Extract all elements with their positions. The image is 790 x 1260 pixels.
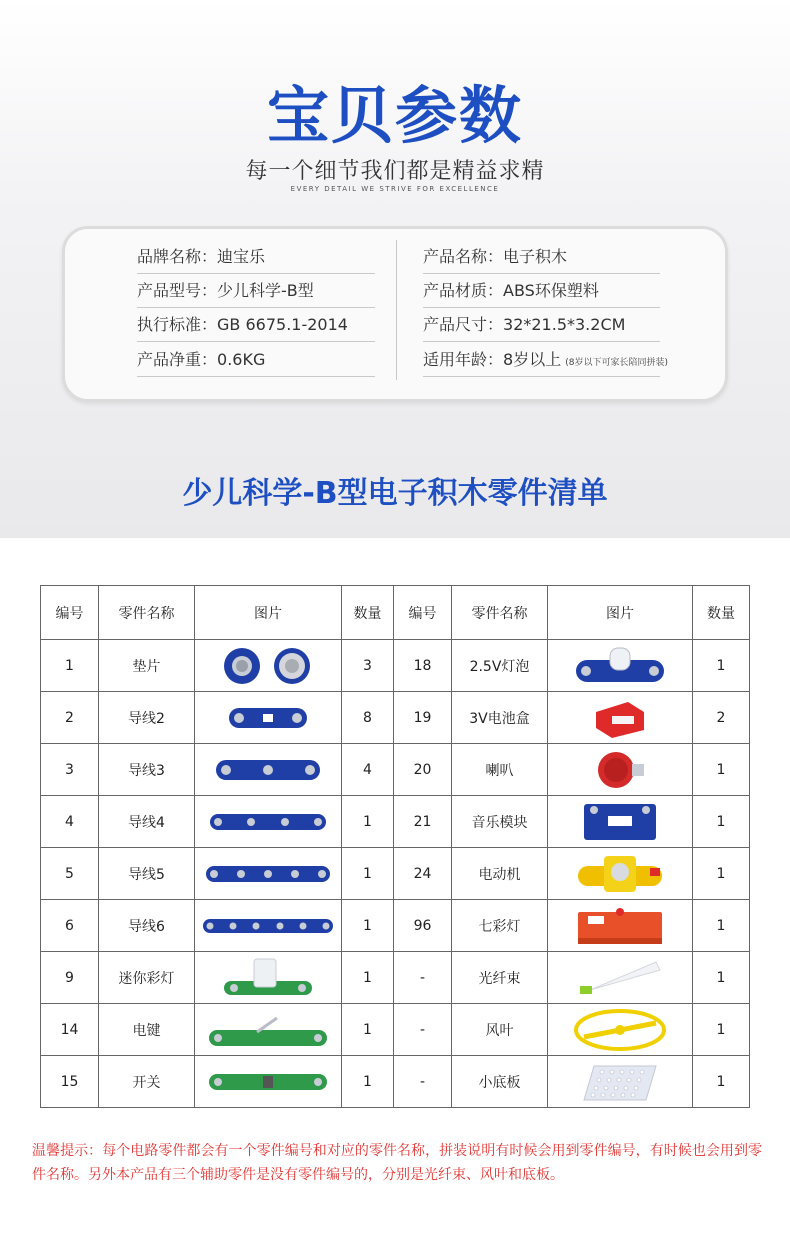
music-module-image	[548, 798, 692, 846]
param-brand	[137, 240, 375, 274]
part-number: 18	[394, 640, 452, 692]
part-quantity: 1	[693, 1056, 750, 1108]
param-value: 电子积木	[503, 247, 568, 266]
wire-2-image	[195, 694, 341, 742]
part-name: 导线5	[99, 848, 195, 900]
param-value: 迪宝乐	[217, 247, 266, 266]
table-row	[41, 640, 750, 692]
part-quantity: 1	[693, 1004, 750, 1056]
part-number: 24	[394, 848, 452, 900]
param-value: ABS环保塑料	[503, 281, 599, 300]
part-number: 96	[394, 900, 452, 952]
part-name: 电键	[99, 1004, 195, 1056]
table-row	[41, 952, 750, 1004]
mini-lamp-image	[195, 954, 341, 1002]
param-value: GB 6675.1-2014	[217, 315, 348, 334]
part-number: 6	[41, 900, 99, 952]
wire-6-image	[195, 902, 341, 950]
part-quantity: 3	[342, 640, 394, 692]
param-product-name	[423, 240, 660, 274]
part-quantity: 1	[693, 796, 750, 848]
part-quantity: 1	[342, 952, 394, 1004]
switch-image	[195, 1058, 341, 1106]
part-number: -	[394, 1004, 452, 1056]
header-part-name: 零件名称	[99, 586, 195, 640]
bulb-image	[548, 642, 692, 690]
base-plate-image	[548, 1058, 692, 1106]
header-picture: 图片	[195, 586, 342, 640]
param-standard	[137, 308, 375, 342]
speaker-image	[548, 746, 692, 794]
param-weight	[137, 343, 375, 377]
header-picture: 图片	[548, 586, 693, 640]
part-number: 14	[41, 1004, 99, 1056]
part-quantity: 1	[693, 848, 750, 900]
param-note: (8岁以下可家长陪同拼装)	[565, 358, 668, 368]
param-label: 执行标准：	[137, 315, 218, 334]
part-quantity: 1	[693, 640, 750, 692]
part-name: 七彩灯	[452, 900, 548, 952]
page-subtitle: 每一个细节我们都是精益求精	[245, 159, 545, 184]
fiber-bundle-image	[548, 954, 692, 1002]
part-name: 导线4	[99, 796, 195, 848]
part-number: -	[394, 1056, 452, 1108]
part-quantity: 1	[342, 848, 394, 900]
param-model	[137, 274, 375, 308]
part-number: 21	[394, 796, 452, 848]
part-name: 喇叭	[452, 744, 548, 796]
param-label: 品牌名称：	[137, 247, 218, 266]
part-name: 导线2	[99, 692, 195, 744]
part-number: -	[394, 952, 452, 1004]
param-label: 产品尺寸：	[423, 315, 504, 334]
page-title: 宝贝参数	[266, 79, 523, 152]
part-quantity: 1	[693, 900, 750, 952]
header-number: 编号	[394, 586, 452, 640]
param-material	[423, 274, 660, 308]
table-row	[41, 744, 750, 796]
spacer-image	[195, 642, 341, 690]
part-number: 9	[41, 952, 99, 1004]
part-name: 光纤束	[452, 952, 548, 1004]
table-row	[41, 900, 750, 952]
part-number: 20	[394, 744, 452, 796]
param-label: 产品型号：	[137, 281, 218, 300]
part-quantity: 1	[693, 952, 750, 1004]
header-quantity: 数量	[693, 586, 750, 640]
part-name: 迷你彩灯	[99, 952, 195, 1004]
part-quantity: 1	[342, 900, 394, 952]
part-name: 3V电池盒	[452, 692, 548, 744]
table-row	[41, 848, 750, 900]
param-value: 8岁以上	[503, 350, 562, 369]
parts-table	[40, 585, 750, 1108]
part-quantity: 1	[693, 744, 750, 796]
part-name: 2.5V灯泡	[452, 640, 548, 692]
param-label: 产品名称：	[423, 247, 504, 266]
rainbow-lamp-image	[548, 902, 692, 950]
part-number: 2	[41, 692, 99, 744]
param-size	[423, 308, 660, 342]
wire-5-image	[195, 850, 341, 898]
part-name: 音乐模块	[452, 796, 548, 848]
battery-box-image	[548, 694, 692, 742]
part-name: 导线3	[99, 744, 195, 796]
header-quantity: 数量	[342, 586, 394, 640]
table-row	[41, 1056, 750, 1108]
header-number: 编号	[41, 586, 99, 640]
table-row	[41, 796, 750, 848]
wire-4-image	[195, 798, 341, 846]
wire-3-image	[195, 746, 341, 794]
header-part-name: 零件名称	[452, 586, 548, 640]
part-number: 5	[41, 848, 99, 900]
part-number: 3	[41, 744, 99, 796]
part-name: 开关	[99, 1056, 195, 1108]
part-name: 风叶	[452, 1004, 548, 1056]
param-value: 少儿科学-B型	[217, 281, 314, 300]
param-age	[423, 343, 668, 377]
table-row	[41, 1004, 750, 1056]
part-number: 19	[394, 692, 452, 744]
part-quantity: 1	[342, 1004, 394, 1056]
part-name: 垫片	[99, 640, 195, 692]
param-label: 产品净重：	[137, 350, 218, 369]
params-divider	[396, 240, 397, 380]
motor-image	[548, 850, 692, 898]
part-quantity: 8	[342, 692, 394, 744]
part-quantity: 2	[693, 692, 750, 744]
part-number: 1	[41, 640, 99, 692]
part-number: 15	[41, 1056, 99, 1108]
param-value: 0.6KG	[217, 350, 266, 369]
part-name: 导线6	[99, 900, 195, 952]
part-number: 4	[41, 796, 99, 848]
param-value: 32*21.5*3.2CM	[503, 315, 626, 334]
reminder-note: 温馨提示：每个电路零件都会有一个零件编号和对应的零件名称，拼装说明有时候会用到零件编号，有时候也会用到零件名称。另外本产品有三个辅助零件是没有零件编号的，分别是光纤束、风叶和底板。	[32, 1143, 762, 1183]
part-quantity: 1	[342, 1056, 394, 1108]
param-label: 产品材质：	[423, 281, 504, 300]
part-name: 电动机	[452, 848, 548, 900]
table-row	[41, 692, 750, 744]
param-label: 适用年龄：	[423, 350, 504, 369]
part-name: 小底板	[452, 1056, 548, 1108]
table-header-row	[41, 586, 750, 640]
page-subtitle-english: EVERY DETAIL WE STRIVE FOR EXCELLENCE	[290, 185, 500, 193]
parts-list-title: 少儿科学-B型电子积木零件清单	[182, 476, 608, 511]
part-quantity: 4	[342, 744, 394, 796]
part-quantity: 1	[342, 796, 394, 848]
key-switch-image	[195, 1006, 341, 1054]
fan-blade-image	[548, 1006, 692, 1054]
